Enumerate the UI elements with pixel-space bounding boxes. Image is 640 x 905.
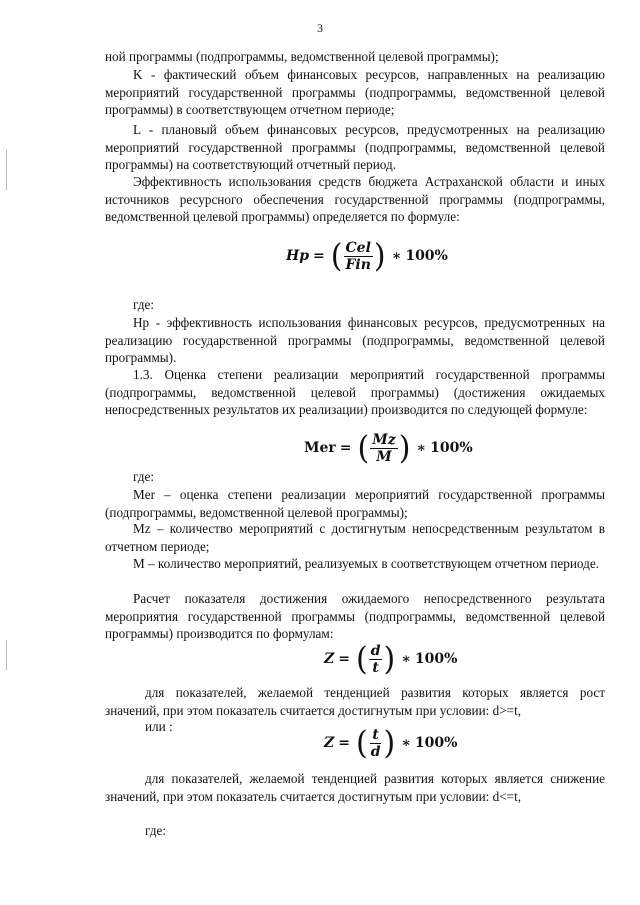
formula-lhs: Z xyxy=(324,734,335,751)
paragraph-decline-condition: для показателей, желаемой тенденцией развития которых является снижение значений, при этом показатель считается достигнутым при условии: d<=t, xyxy=(105,771,605,804)
formula-z-growth: Z = ( $\frac{d}{t}$ ) ∗ 100% xyxy=(324,640,458,678)
formula-efficiency: Hp = ( $\frac{\text{Cel}}{\text{Fin}}$ ) ∗ 100% xyxy=(286,237,448,275)
paragraph-hp-definition: Hp - эффективность использования финансовых ресурсов, предусмотренных на реализацию государственной программы (подпрограммы, ведомственной целевой программы). xyxy=(105,315,605,366)
paragraph-mz-definition: Mz – количество мероприятий с достигнутым непосредственным результатом в отчетном периоде; xyxy=(105,521,605,554)
scan-edge-mark xyxy=(6,640,7,670)
formula-lhs: Mer xyxy=(304,439,336,456)
formula-denominator: t xyxy=(372,660,379,676)
paragraph-mer-definition: Mer – оценка степени реализации мероприятий государственной программы (подпрограммы, ведомственной целевой программы); xyxy=(105,487,605,520)
formula-mer: Mer = ( $\frac{Mz}{M}$ ) ∗ 100% xyxy=(304,429,473,467)
formula-percent: 100% xyxy=(414,650,458,667)
formula-z-decline: Z = ( $\frac{t}{d}$ ) ∗ 100% xyxy=(324,724,458,762)
formula-numerator: d xyxy=(370,643,381,659)
paragraph-section-1-3: 1.3. Оценка степени реализации мероприятий государственной программы (подпрограммы, ведомственной целевой программы) (достижения ожидаемых непосредственных результатов их реализации) производится по следующей формуле: xyxy=(105,367,605,418)
or-label: или : xyxy=(145,719,173,734)
where-label: где: xyxy=(133,297,154,312)
paragraph-continuation: ной программы (подпрограммы, ведомственной целевой программы); xyxy=(105,49,499,64)
formula-numerator: t xyxy=(372,727,379,743)
scan-edge-mark xyxy=(6,150,7,190)
formula-percent: 100% xyxy=(414,734,458,751)
formula-percent: 100% xyxy=(405,247,448,264)
formula-numerator: Mz xyxy=(372,432,396,448)
paragraph-m-definition: M – количество мероприятий, реализуемых в соответствующем отчетном периоде. xyxy=(133,556,599,571)
page-number: 3 xyxy=(317,21,323,35)
paragraph-l-definition: L - плановый объем финансовых ресурсов, предусмотренных на реализацию мероприятий государственной программы (подпрограммы, ведомственной целевой программы) на соответствующий отчетный период. xyxy=(105,122,605,173)
formula-denominator: Fin xyxy=(345,257,371,273)
formula-lhs: Hp xyxy=(286,247,310,264)
paragraph-calculation: Расчет показателя достижения ожидаемого непосредственного результата мероприятия государственной программы (подпрограммы, ведомственной целевой программы) производится по формулам: xyxy=(105,591,605,642)
formula-lhs: Z xyxy=(324,650,335,667)
paragraph-k-definition: K - фактический объем финансовых ресурсов, направленных на реализацию мероприятий государственной программы (подпрограммы, ведомственной целевой программы) в соответствующем отчетном периоде; xyxy=(105,67,605,118)
where-label: где: xyxy=(133,469,154,484)
paragraph-growth-condition: для показателей, желаемой тенденцией развития которых является рост значений, при этом показатель считается достигнутым при условии: d>=t, xyxy=(105,685,605,718)
formula-denominator: M xyxy=(376,449,392,465)
formula-denominator: d xyxy=(370,744,381,760)
paragraph-efficiency: Эффективность использования средств бюджета Астраханской области и иных источников ресурсного обеспечения государственной программы (подпрограммы, ведомственной целевой программы) определяется по формуле: xyxy=(105,174,605,225)
formula-percent: 100% xyxy=(430,439,473,456)
where-label: где: xyxy=(145,823,166,838)
formula-numerator: Cel xyxy=(345,240,371,256)
